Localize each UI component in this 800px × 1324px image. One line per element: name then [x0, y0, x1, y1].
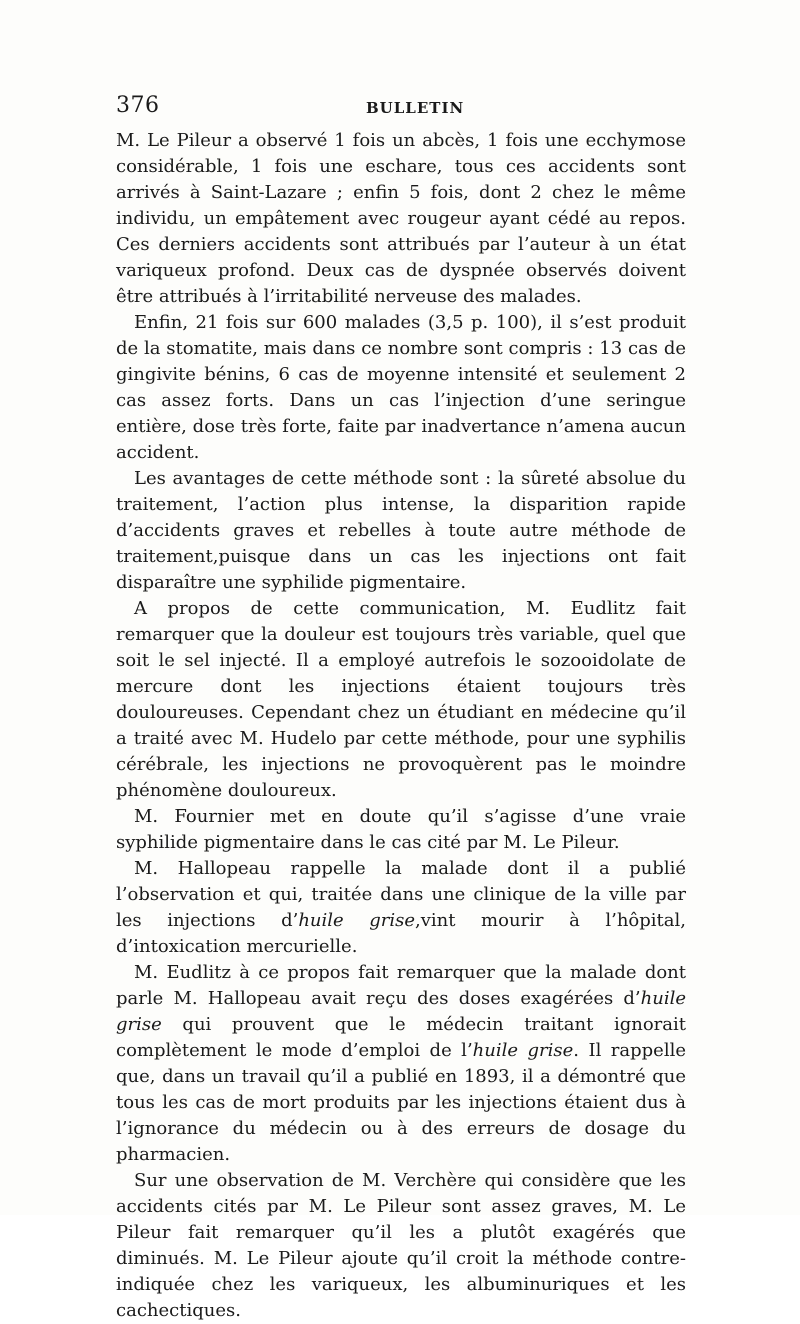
paragraph-le-pileur-observations: M. Le Pileur a observé 1 fois un abcès, 1 fois une ecchymose considérable, 1 fois une eschare, tous ces accidents sont arrivés à Saint-Lazare ; enfin 5 fois, dont 2 chez le même individu, un empâtement avec rougeur ayant cédé au repos. Ces derniers accidents sont attribués par l’auteur à un état variqueux profond. Deux cas de dyspnée observés doivent être attribués à l’irritabilité nerveuse des malades.	[116, 130, 686, 307]
paragraph-stomatite: Enfin, 21 fois sur 600 malades (3,5 p. 100), il s’est produit de la stomatite, mais dans ce nombre sont compris : 13 cas de gingivite bénins, 6 cas de moyenne intensité et seulement 2 cas assez forts. Dans un cas l’injection d’une seringue entière, dose très forte, faite par inadvertance n’amena aucun accident.	[116, 312, 686, 463]
paragraph-eudlitz-italic-a: huile grise	[116, 988, 686, 1035]
paragraph-eudlitz-huile-grise	[116, 960, 686, 1168]
paragraph-hallopeau-text-b: ,vint mourir à l’hôpital, d’intoxication mercurielle.	[116, 910, 686, 957]
paragraph-hallopeau-italic: huile grise	[298, 910, 416, 931]
page-number: 376	[116, 93, 160, 118]
paragraph-verchere: Sur une observation de M. Verchère qui considère que les accidents cités par M. Le Pileur sont assez graves, M. Le Pileur fait remarquer qu’il les a plutôt exagérés que diminués. M. Le Pileur ajoute qu’il croit la méthode contre-indiquée chez les variqueux, les albuminuriques et les cachectiques.	[116, 1170, 686, 1321]
paragraph-hallopeau	[116, 856, 686, 960]
body-text	[116, 128, 686, 1324]
paragraph-fournier: M. Fournier met en doute qu’il s’agisse d’une vraie syphilide pigmentaire dans le cas cité par M. Le Pileur.	[116, 806, 686, 853]
paragraph-eudlitz-italic-b: huile grise	[472, 1040, 574, 1061]
page-header	[116, 93, 686, 123]
paragraph-eudlitz-text-b: qui prouvent que le médecin traitant ignorait complètement le mode d’emploi de l’	[116, 1014, 686, 1061]
paragraph-eudlitz-text-a: M. Eudlitz à ce propos fait remarquer que la malade dont parle M. Hallopeau avait reçu des doses exagérées d’	[116, 962, 686, 1009]
paragraph-avantages: Les avantages de cette méthode sont : la sûreté absolue du traitement, l’action plus intense, la disparition rapide d’accidents graves et rebelles à toute autre méthode de traitement,puisque dans un cas les injections ont fait disparaître une syphilide pigmentaire.	[116, 468, 686, 593]
running-head: BULLETIN	[366, 99, 465, 117]
paragraph-eudlitz-text-c: . Il rappelle que, dans un travail qu’il a publié en 1893, il a démontré que tous les cas de mort produits par les injections étaient dus à l’ignorance du médecin ou à des erreurs de dosage du pharmacien.	[116, 1040, 686, 1165]
paragraph-eudlitz-douleur: A propos de cette communication, M. Eudlitz fait remarquer que la douleur est toujours très variable, quel que soit le sel injecté. Il a employé autrefois le sozooidolate de mercure dont les injections étaient toujours très douloureuses. Cependant chez un étudiant en médecine qu’il a traité avec M. Hudelo par cette méthode, pour une syphilis cérébrale, les injections ne provoquèrent pas le moindre phénomène douloureux.	[116, 598, 686, 801]
paragraph-hallopeau-text-a: M. Hallopeau rappelle la malade dont il a publié l’observation et qui, traitée dans une clinique de la ville par les injections d’	[116, 858, 686, 931]
